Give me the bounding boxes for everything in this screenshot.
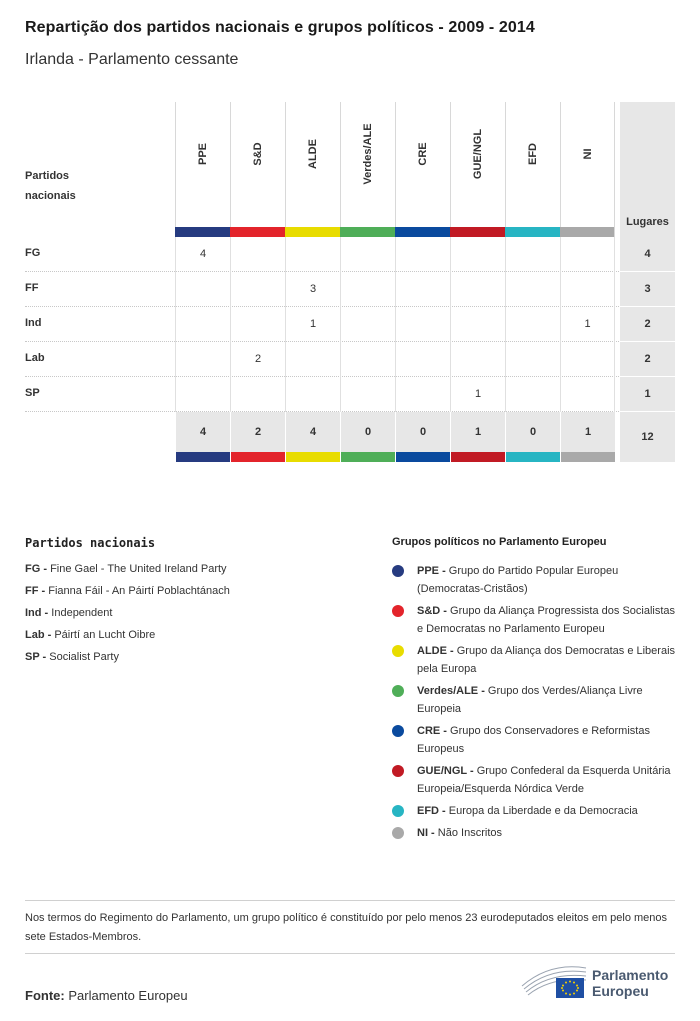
group-color-bar [560, 452, 615, 462]
table-cell [450, 307, 505, 342]
group-code: EFD - [417, 805, 446, 817]
group-name: Grupo do Partido Popular Europeu (Democratas-Cristãos) [417, 565, 619, 595]
group-code: S&D - [417, 605, 447, 617]
party-code: FF [25, 282, 39, 294]
grand-total: 12 [620, 412, 675, 462]
group-column-header [175, 102, 230, 237]
group-color-dot-icon [392, 605, 404, 617]
totals-row [25, 412, 675, 462]
group-total: 0 [395, 412, 450, 452]
table-cell [340, 307, 395, 342]
group-color-dot-icon [392, 827, 404, 839]
political-groups-legend [392, 536, 682, 846]
table-cell [285, 377, 340, 412]
table-cell: 1 [450, 377, 505, 412]
table-cell: 4 [175, 237, 230, 272]
group-color-bar [285, 227, 340, 237]
party-code: Ind - [25, 607, 49, 619]
group-column-header [340, 102, 395, 237]
political-group-item [392, 722, 682, 758]
group-color-bar [395, 452, 450, 462]
party-name: Independent [51, 607, 113, 619]
group-color-bar [560, 227, 614, 237]
party-name: Fine Gael - The United Ireland Party [50, 563, 227, 575]
group-name-label: ALDE [307, 139, 319, 169]
group-code: ALDE - [417, 645, 454, 657]
table-cell [175, 307, 230, 342]
political-groups-heading: Grupos políticos no Parlamento Europeu [392, 536, 607, 548]
table-cell [285, 342, 340, 377]
table-header [25, 102, 675, 237]
seats-header-label: Lugares [626, 216, 669, 228]
group-code: PPE - [417, 565, 446, 577]
table-cell [230, 377, 285, 412]
political-group-item [392, 824, 682, 842]
group-color-bar [450, 452, 505, 462]
party-code: Ind [25, 317, 42, 329]
group-color-bar [395, 227, 450, 237]
table-cell [230, 307, 285, 342]
divider [25, 953, 675, 954]
party-code: FG - [25, 563, 47, 575]
table-cell [230, 237, 285, 272]
political-group-item [392, 602, 682, 638]
table-cell: 3 [285, 272, 340, 307]
group-name-label: S&D [252, 142, 264, 166]
group-color-bar [340, 452, 395, 462]
group-code: GUE/NGL - [417, 765, 474, 777]
table-cell [505, 342, 560, 377]
logo-text [592, 967, 668, 999]
parliament-logo [520, 962, 680, 1002]
political-group-item [392, 682, 682, 718]
logo-line-2: Europeu [592, 983, 649, 999]
party-code: SP [25, 387, 40, 399]
source-value: Parlamento Europeu [68, 988, 188, 1003]
row-seats: 4 [620, 237, 675, 272]
table-cell [560, 237, 615, 272]
group-color-dot-icon [392, 765, 404, 777]
row-seats: 2 [620, 307, 675, 342]
group-column-header [505, 102, 560, 237]
group-total: 4 [175, 412, 230, 452]
group-name: Europa da Liberdade e da Democracia [448, 805, 638, 817]
divider [25, 900, 675, 901]
group-name-label: Verdes/ALE [362, 123, 374, 185]
national-party-item [25, 602, 355, 624]
group-color-dot-icon [392, 565, 404, 577]
national-parties-legend [25, 536, 355, 668]
group-color-bar [175, 227, 230, 237]
national-party-item [25, 646, 355, 668]
national-party-item [25, 624, 355, 646]
table-row [25, 377, 675, 412]
table-cell [505, 377, 560, 412]
group-name: Não Inscritos [437, 827, 502, 839]
national-parties-heading: Partidos nacionais [25, 536, 156, 550]
group-code: Verdes/ALE - [417, 685, 485, 697]
party-name: Páirtí an Lucht Oibre [54, 629, 156, 641]
row-seats: 3 [620, 272, 675, 307]
group-name: Grupo da Aliança dos Democratas e Liberais pela Europa [417, 645, 676, 675]
row-seats: 1 [620, 377, 675, 412]
table-cell [340, 237, 395, 272]
table-cell [395, 272, 450, 307]
group-color-bar [230, 227, 285, 237]
party-code: FF - [25, 585, 46, 597]
group-name: Grupo dos Verdes/Aliança Livre Europeia [417, 685, 643, 715]
table-cell [395, 342, 450, 377]
group-name: Grupo Confederal da Esquerda Unitária Europeia/Esquerda Nórdica Verde [417, 765, 671, 795]
group-total: 1 [560, 412, 615, 452]
group-color-dot-icon [392, 805, 404, 817]
table-cell [175, 377, 230, 412]
group-column-header [560, 102, 615, 237]
party-code: FG [25, 247, 41, 259]
group-column-header [230, 102, 285, 237]
group-color-dot-icon [392, 685, 404, 697]
national-party-item [25, 558, 355, 580]
group-color-bar [450, 227, 505, 237]
table-cell [175, 342, 230, 377]
table-cell [560, 342, 615, 377]
party-name: Fianna Fáil - An Páirtí Poblachtánach [48, 585, 230, 597]
party-code: Lab - [25, 629, 52, 641]
table-cell [560, 272, 615, 307]
table-cell [395, 377, 450, 412]
table-cell [450, 272, 505, 307]
table-cell [395, 307, 450, 342]
table-cell [395, 237, 450, 272]
table-cell: 1 [285, 307, 340, 342]
group-total: 4 [285, 412, 340, 452]
table-cell [450, 342, 505, 377]
page-subtitle: Irlanda - Parlamento cessante [25, 51, 239, 68]
seats-column-header [620, 102, 675, 237]
group-name: Grupo da Aliança Progressista dos Socialistas e Democratas no Parlamento Europeu [417, 605, 676, 635]
group-color-dot-icon [392, 725, 404, 737]
table-cell [505, 307, 560, 342]
group-column-header [395, 102, 450, 237]
table-row [25, 272, 675, 307]
group-total: 0 [340, 412, 395, 452]
group-name-label: CRE [417, 142, 429, 166]
national-party-item [25, 580, 355, 602]
european-parliament-logo-icon [520, 962, 588, 1000]
table-row [25, 307, 675, 342]
footnote: Nos termos do Regimento do Parlamento, um grupo político é constituído por pelo menos 23 eurodeputados eleitos em pelo menos sete Estados-Membros. [25, 912, 668, 943]
source-label: Fonte: [25, 988, 65, 1003]
group-name-label: EFD [527, 143, 539, 165]
table-cell [505, 237, 560, 272]
table-row [25, 237, 675, 272]
party-column-header: Partidos nacionais [25, 170, 76, 202]
group-name: Grupo dos Conservadores e Reformistas Europeus [417, 725, 650, 755]
table-body [25, 237, 675, 412]
row-seats: 2 [620, 342, 675, 377]
table-cell [450, 237, 505, 272]
group-color-bar [175, 452, 230, 462]
political-group-item [392, 802, 682, 820]
table-cell [340, 377, 395, 412]
political-group-item [392, 762, 682, 798]
table-row [25, 342, 675, 377]
group-color-bar [505, 452, 560, 462]
group-name-label: NI [581, 148, 594, 160]
distribution-table [25, 102, 675, 462]
table-cell [285, 237, 340, 272]
group-color-dot-icon [392, 645, 404, 657]
table-cell [340, 272, 395, 307]
party-code: SP - [25, 651, 47, 663]
table-cell [230, 272, 285, 307]
group-name-label: GUE/NGL [472, 128, 484, 180]
group-color-bar [340, 227, 395, 237]
table-cell: 1 [560, 307, 615, 342]
group-code: NI - [417, 827, 435, 839]
source-line [25, 988, 188, 1003]
political-group-item [392, 642, 682, 678]
group-column-header [285, 102, 340, 237]
table-cell [560, 377, 615, 412]
party-name: Socialist Party [49, 651, 119, 663]
table-cell [175, 272, 230, 307]
group-total: 1 [450, 412, 505, 452]
political-group-item [392, 562, 682, 598]
page-title: Repartição dos partidos nacionais e grupos políticos - 2009 - 2014 [25, 19, 535, 36]
group-code: CRE - [417, 725, 447, 737]
political-groups-list [392, 562, 682, 842]
table-cell [340, 342, 395, 377]
group-color-bar [505, 227, 560, 237]
logo-line-1: Parlamento [592, 967, 669, 983]
group-color-bar [230, 452, 285, 462]
table-cell [505, 272, 560, 307]
group-total: 2 [230, 412, 285, 452]
party-code: Lab [25, 352, 45, 364]
group-total: 0 [505, 412, 560, 452]
group-color-bar [285, 452, 340, 462]
group-name-label: PPE [197, 142, 209, 166]
group-column-header [450, 102, 505, 237]
table-cell: 2 [230, 342, 285, 377]
national-parties-list [25, 558, 355, 668]
